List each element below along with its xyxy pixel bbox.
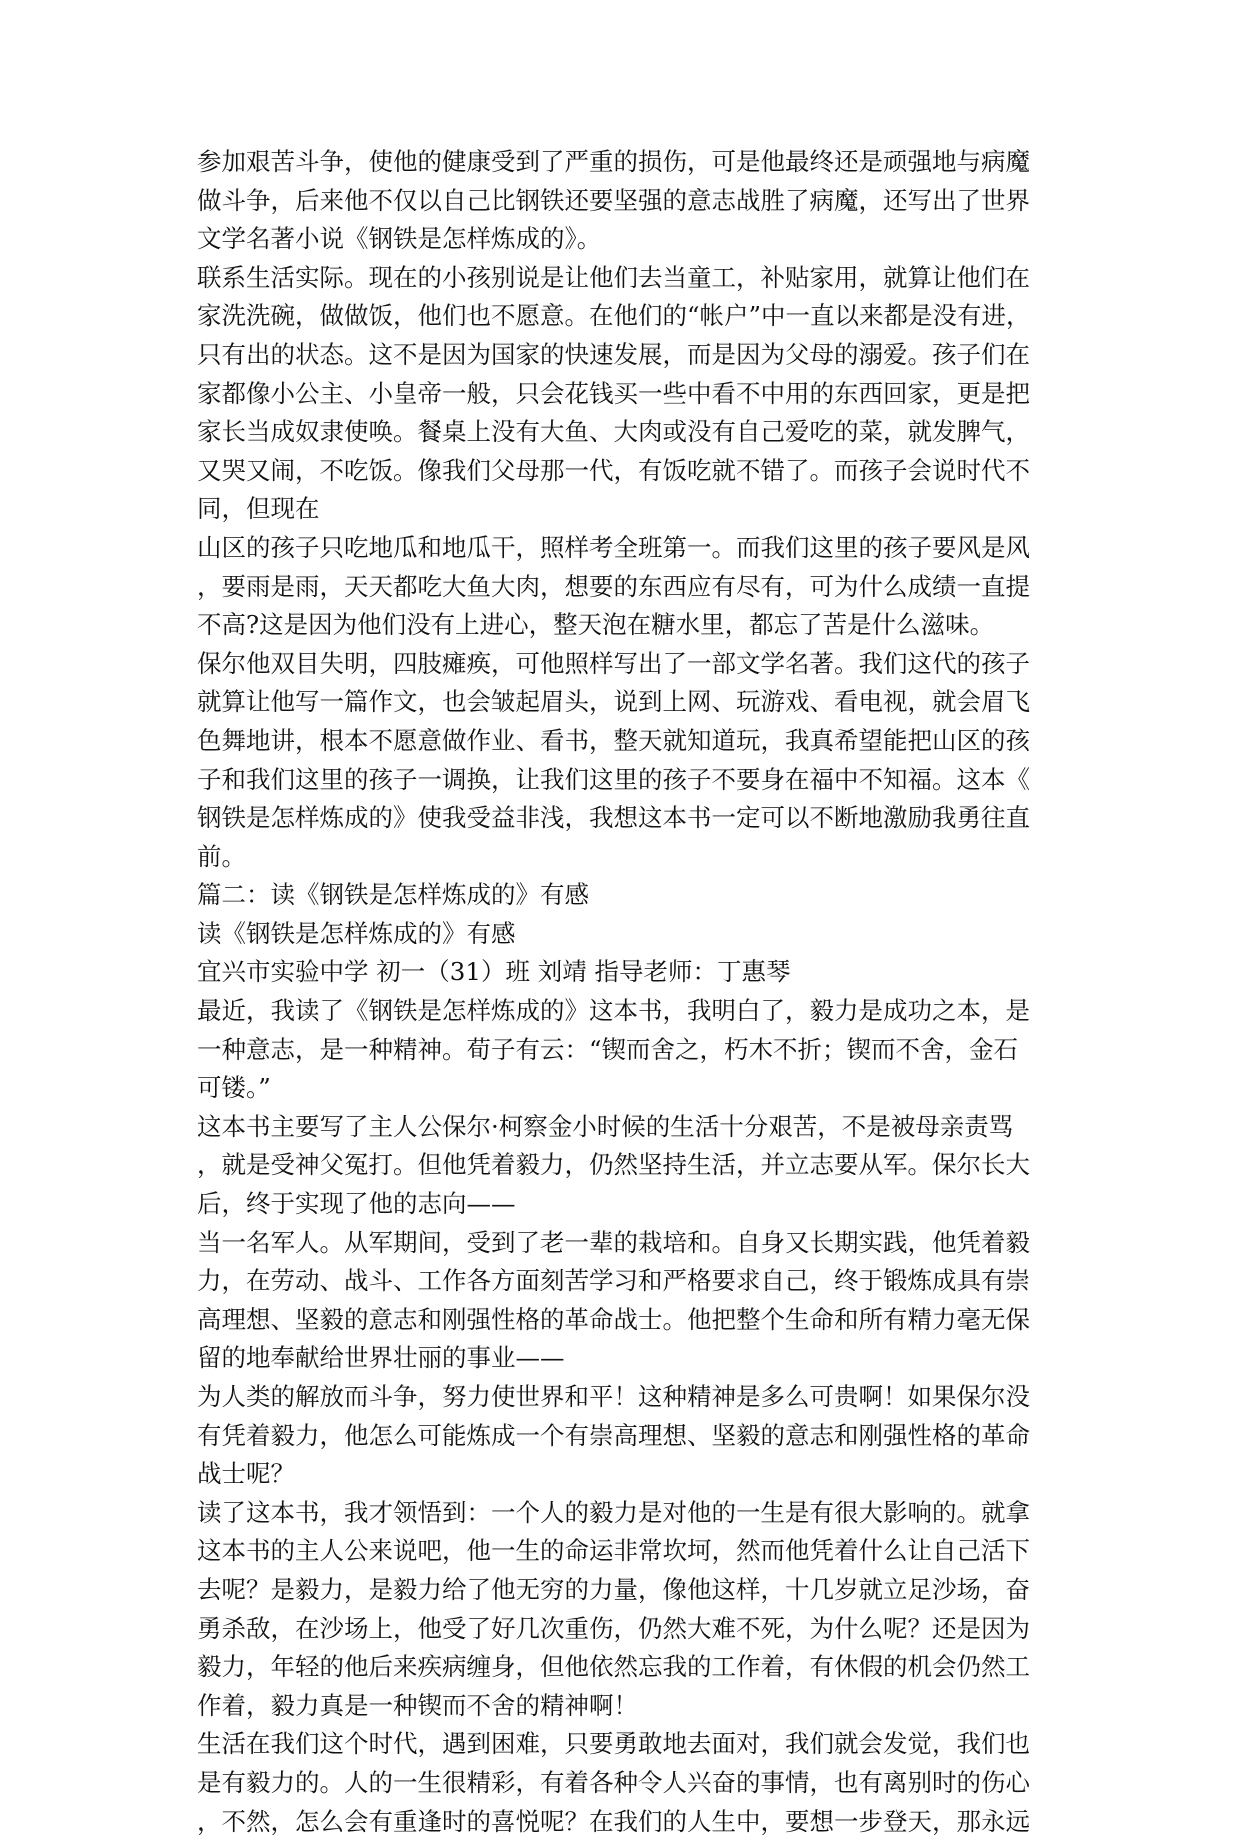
text-line: 山区的孩子只吃地瓜和地瓜干，照样考全班第一。而我们这里的孩子要风是风 xyxy=(197,532,1030,562)
text-line: 力，在劳动、战斗、工作各方面刻苦学习和严格要求自己，终于锻炼成具有崇 xyxy=(197,1266,1030,1296)
text-line: 当一名军人。从军期间，受到了老一辈的栽培和。自身又长期实践，他凭着毅 xyxy=(197,1227,1030,1257)
text-line: 联系生活实际。现在的小孩别说是让他们去当童工，补贴家用，就算让他们在 xyxy=(197,262,1030,292)
text-line: 保尔他双目失明，四肢瘫痪，可他照样写出了一部文学名著。我们这代的孩子 xyxy=(197,648,1030,678)
text-line: 家长当成奴隶使唤。餐桌上没有大鱼、大肉或没有自己爱吃的菜，就发脾气， xyxy=(197,417,1030,447)
text-line: 留的地奉献给世界壮丽的事业—— xyxy=(197,1343,565,1373)
text-line: 就算让他写一篇作文，也会皱起眉头，说到上网、玩游戏、看电视，就会眉飞 xyxy=(197,687,1030,717)
text-line: 只有出的状态。这不是因为国家的快速发展，而是因为父母的溺爱。孩子们在 xyxy=(197,339,1030,369)
text-line: 这本书主要写了主人公保尔·柯察金小时候的生活十分艰苦，不是被母亲责骂 xyxy=(197,1111,1014,1141)
text-line: 生活在我们这个时代，遇到困难，只要勇敢地去面对，我们就会发觉，我们也 xyxy=(197,1729,1030,1759)
text-line: 宜兴市实验中学 初一（31）班 刘靖 指导老师：丁惠琴 xyxy=(197,957,791,987)
text-line: 读《钢铁是怎样炼成的》有感 xyxy=(197,918,516,948)
text-line: 勇杀敌，在沙场上，他受了好几次重伤，仍然大难不死，为什么呢？还是因为 xyxy=(197,1613,1030,1643)
text-line: 可镂。” xyxy=(197,1073,271,1103)
document-body xyxy=(197,143,1057,1841)
text-line: 最近，我读了《钢铁是怎样炼成的》这本书，我明白了，毅力是成功之本，是 xyxy=(197,996,1030,1026)
text-line: 做斗争，后来他不仅以自己比钢铁还要坚强的意志战胜了病魔，还写出了世界 xyxy=(197,185,1030,215)
text-line: 高理想、坚毅的意志和刚强性格的革命战士。他把整个生命和所有精力毫无保 xyxy=(197,1304,1030,1334)
text-line: ，要雨是雨，天天都吃大鱼大肉，想要的东西应有尽有，可为什么成绩一直提 xyxy=(197,571,1030,601)
text-line: 是有毅力的。人的一生很精彩，有着各种令人兴奋的事情，也有离别时的伤心 xyxy=(197,1767,1030,1797)
text-line: 战士呢？ xyxy=(197,1459,295,1489)
text-line: 家都像小公主、小皇帝一般，只会花钱买一些中看不中用的东西回家，更是把 xyxy=(197,378,1030,408)
text-line: 同，但现在 xyxy=(197,494,320,524)
text-line: ，就是受神父冤打。但他凭着毅力，仍然坚持生活，并立志要从军。保尔长大 xyxy=(197,1150,1030,1180)
text-line: 后，终于实现了他的志向—— xyxy=(197,1189,516,1219)
text-line: 色舞地讲，根本不愿意做作业、看书，整天就知道玩，我真希望能把山区的孩 xyxy=(197,725,1030,755)
text-line: ，不然，怎么会有重逢时的喜悦呢？在我们的人生中，要想一步登天，那永远 xyxy=(197,1806,1030,1836)
text-line: 这本书的主人公来说吧，他一生的命运非常坎坷，然而他凭着什么让自己活下 xyxy=(197,1536,1030,1566)
text-line: 钢铁是怎样炼成的》使我受益非浅，我想这本书一定可以不断地激励我勇往直 xyxy=(197,803,1030,833)
text-line: 为人类的解放而斗争，努力使世界和平！这种精神是多么可贵啊！如果保尔没 xyxy=(197,1382,1030,1411)
text-line: 子和我们这里的孩子一调换，让我们这里的孩子不要身在福中不知福。这本《 xyxy=(197,764,1030,794)
text-line: 又哭又闹，不吃饭。像我们父母那一代，有饭吃就不错了。而孩子会说时代不 xyxy=(197,455,1030,485)
text-line: 篇二：读《钢铁是怎样炼成的》有感 xyxy=(197,880,589,910)
text-line: 去呢？是毅力，是毅力给了他无穷的力量，像他这样，十几岁就立足沙场，奋 xyxy=(197,1574,1030,1604)
text-line: 文学名著小说《钢铁是怎样炼成的》。 xyxy=(197,224,602,254)
text-line: 作着，毅力真是一种锲而不舍的精神啊！ xyxy=(197,1690,638,1720)
text-line: 不高?这是因为他们没有上进心，整天泡在糖水里，都忘了苦是什么滋味。 xyxy=(197,610,995,640)
text-line: 家洗洗碗，做做饭，他们也不愿意。在他们的“帐户”中一直以来都是没有进， xyxy=(197,301,1031,331)
text-line: 读了这本书，我才领悟到：一个人的毅力是对他的一生是有很大影响的。就拿 xyxy=(197,1497,1030,1527)
text-line: 前。 xyxy=(197,841,246,871)
text-line: 一种意志，是一种精神。荀子有云：“锲而舍之，朽木不折；锲而不舍，金石 xyxy=(197,1034,1019,1064)
text-line: 毅力，年轻的他后来疾病缠身，但他依然忘我的工作着，有休假的机会仍然工 xyxy=(197,1652,1030,1682)
text-line: 参加艰苦斗争，使他的健康受到了严重的损伤，可是他最终还是顽强地与病魔 xyxy=(197,147,1030,176)
text-line: 有凭着毅力，他怎么可能炼成一个有崇高理想、坚毅的意志和刚强性格的革命 xyxy=(197,1420,1030,1450)
